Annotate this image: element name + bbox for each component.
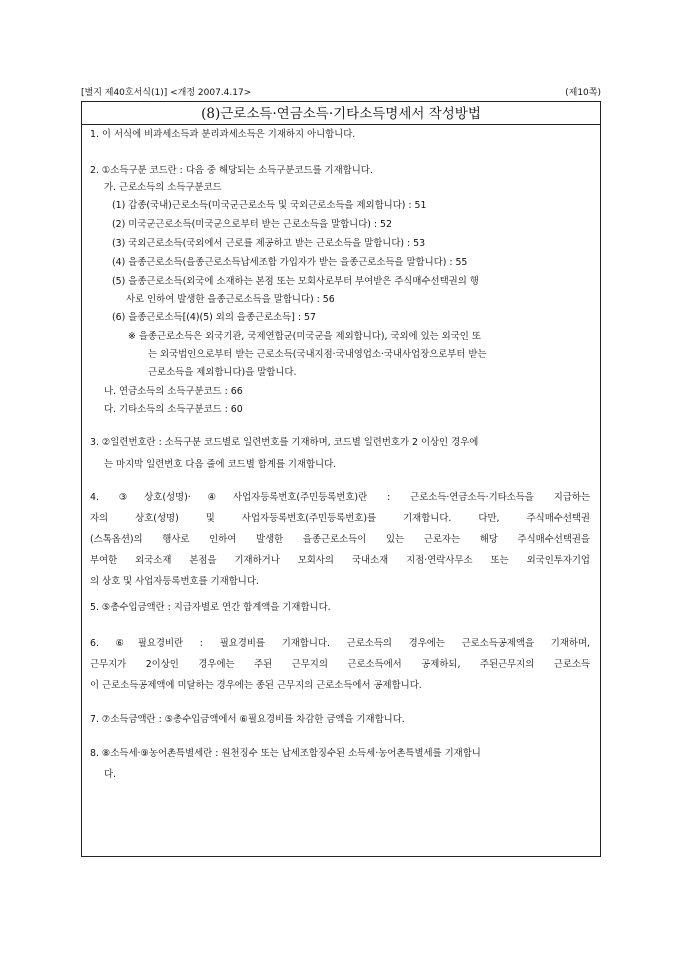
form-id: [별지 제40호서식(1)] <개정 2007.4.17> xyxy=(81,88,252,98)
instruction-box xyxy=(81,101,601,857)
item-2: 2. ①소득구분 코드란 : 다음 중 해당되는 소득구분코드를 기재합니다. xyxy=(90,165,373,176)
item-4: 4. ③상호(성명)·④사업자등록번호(주민등록번호)란 : 근로소득·연금소득·기타소득을 지급하는 xyxy=(90,492,590,503)
item-7: 7. ⑦소득금액란 : ⑤총수입금액에서 ⑥필요경비를 차감한 금액을 기재합니다. xyxy=(90,714,405,725)
item-2-da: 다. 기타소득의 소득구분코드 : 60 xyxy=(104,404,243,415)
item-2-ga: 가. 근로소득의 소득구분코드 xyxy=(104,182,222,193)
item-2-ga-1: (1) 갑종(국내)근로소득(미국군근로소득 및 국외근로소득을 제외합니다) : 51 xyxy=(112,200,427,211)
item-3-cont: 는 마지막 일련번호 다음 줄에 코드별 합계를 기재합니다. xyxy=(104,459,337,470)
item-4-cont-2: (스톡옵션)의 행사로 인하여 발생한 을종근로소득이 있는 근로자는 해당 주식매수선택권을 xyxy=(90,534,590,545)
item-6: 6. ⑥필요경비란 : 필요경비를 기재합니다. 근로소득의 경우에는 근로소득공제액을 기재하며, xyxy=(90,638,590,649)
item-2-note-cont-2: 근로소득을 제외합니다)을 말합니다. xyxy=(148,367,297,378)
item-2-ga-2: (2) 미국군근로소득(미국군으로부터 받는 근로소득을 말합니다) : 52 xyxy=(112,219,392,230)
item-8-cont: 다. xyxy=(104,769,117,780)
item-6-cont-2: 이 근로소득공제액에 미달하는 경우에는 종된 근무지의 근로소득에서 공제합니다. xyxy=(90,680,422,691)
item-2-ga-5-cont: 사로 인하여 발생한 을종근로소득을 말합니다) : 56 xyxy=(126,294,335,305)
item-2-ga-3: (3) 국외근로소득(국외에서 근로를 제공하고 받는 근로소득을 말합니다) : 53 xyxy=(112,238,426,249)
page-title: (8)근로소득·연금소득·기타소득명세서 작성방법 xyxy=(201,106,481,122)
item-5: 5. ⑤총수입금액란 : 지급자별로 연간 합계액을 기재합니다. xyxy=(90,602,331,613)
item-2-ga-6: (6) 을종근로소득[(4)(5) 외의 을종근로소득] : 57 xyxy=(112,312,316,323)
item-2-na: 나. 연금소득의 소득구분코드 : 66 xyxy=(104,386,243,397)
item-2-note: ※ 을종근로소득은 외국기관, 국제연합군(미국군을 제외합니다), 국외에 있는 외국인 또 xyxy=(128,331,481,342)
item-2-ga-4: (4) 을종근로소득(을종근로소득납세조합 가입자가 받는 을종근로소득을 말합니다) : 55 xyxy=(112,257,468,268)
item-6-cont-1: 근무지가 2이상인 경우에는 주된 근무지의 근로소득에서 공제하되, 주된근무지의 근로소득 xyxy=(90,659,590,670)
item-1: 1. 이 서식에 비과세소득과 분리과세소득은 기재하지 아니합니다. xyxy=(90,129,356,140)
page-number: (제10쪽) xyxy=(565,88,601,98)
title-divider xyxy=(82,124,600,125)
item-4-cont-3: 부여한 외국소재 본점을 기재하거나 모회사의 국내소재 지점·연락사무소 또는 외국인투자기업 xyxy=(90,555,590,566)
item-2-ga-5: (5) 을종근로소득(외국에 소재하는 본점 또는 모회사로부터 부여받은 주식매수선택권의 행 xyxy=(112,276,479,287)
item-3: 3. ②일련번호란 : 소득구분 코드별로 일련번호를 기재하며, 코드별 일련번호가 2 이상인 경우에 xyxy=(90,437,479,448)
item-8: 8. ⑧소득세·⑨농어촌특별세란 : 원천징수 또는 납세조합징수된 소득세·농어촌특별세를 기재합니 xyxy=(90,748,481,759)
form-header xyxy=(81,86,601,100)
item-4-cont-1: 자의 상호(성명) 및 사업자등록번호(주민등록번호)를 기재합니다. 다만, 주식매수선택권 xyxy=(90,513,590,524)
item-2-note-cont-1: 는 외국법인으로부터 받는 근로소득(국내지점·국내영업소·국내사업장으로부터 받는 xyxy=(148,349,487,360)
item-4-cont-4: 의 상호 및 사업자등록번호를 기재합니다. xyxy=(90,576,259,587)
